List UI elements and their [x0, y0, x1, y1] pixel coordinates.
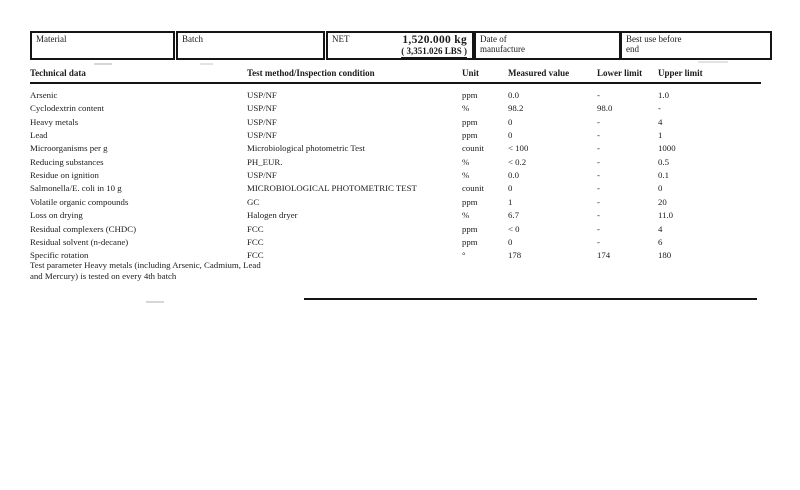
row-measured-value: 0 [508, 116, 513, 127]
row-upper-limit: 4 [658, 116, 663, 127]
footnote-line1: Test parameter Heavy metals (including Arsenic, Cadmium, Lead [30, 260, 261, 270]
table-row [0, 103, 800, 116]
row-test-method: USP/NF [247, 103, 277, 114]
row-unit: counit [462, 183, 484, 194]
row-measured-value: 0.0 [508, 90, 519, 100]
row-lower-limit: - [597, 156, 600, 167]
best-use-before-field-box [620, 31, 772, 60]
row-parameter-name: Volatile organic compounds [30, 196, 129, 207]
row-test-method: PH_EUR. [247, 156, 283, 167]
row-unit: % [462, 170, 470, 181]
row-measured-value: < 0.2 [508, 156, 527, 167]
table-row [0, 170, 800, 183]
row-unit: ° [462, 250, 466, 261]
row-measured-value: 6.7 [508, 210, 519, 221]
row-upper-limit: 11.0 [658, 210, 674, 221]
row-test-method: USP/NF [247, 116, 277, 127]
scan-artifact [200, 63, 213, 65]
row-test-method: Microbiological photometric Test [247, 143, 365, 154]
row-unit: ppm [462, 196, 478, 207]
row-unit: ppm [462, 90, 478, 100]
row-test-method: FCC [247, 223, 264, 234]
row-lower-limit: 174 [597, 250, 611, 261]
row-parameter-name: Residual solvent (n-decane) [30, 236, 129, 247]
row-measured-value: 0 [508, 236, 513, 247]
best-use-before-label-line2: end [626, 44, 639, 54]
row-parameter-name: Specific rotation [30, 250, 89, 261]
row-lower-limit: - [597, 236, 600, 247]
row-unit: ppm [462, 130, 478, 141]
table-row [0, 237, 800, 250]
row-parameter-name: Cyclodextrin content [30, 103, 105, 114]
bottom-divider-rule [304, 298, 757, 300]
net-weight-values [401, 34, 467, 58]
row-measured-value: 178 [508, 250, 522, 261]
row-upper-limit: 6 [658, 236, 663, 247]
footnote-line2: and Mercury) is tested on every 4th batch [30, 271, 177, 281]
row-parameter-name: Microorganisms per g [30, 143, 108, 154]
date-of-manufacture-field-box [474, 31, 621, 60]
row-lower-limit: - [597, 183, 600, 194]
column-header-unit: Unit [462, 68, 480, 78]
row-upper-limit: 0.5 [658, 156, 669, 167]
footnote [30, 260, 261, 282]
row-test-method: FCC [247, 250, 264, 261]
scan-artifact [146, 301, 164, 303]
column-header-lower-limit: Lower limit [597, 68, 643, 78]
date-of-manufacture-label-line2: manufacture [480, 44, 525, 54]
row-upper-limit: 180 [658, 250, 672, 261]
row-unit: % [462, 210, 470, 221]
table-row [0, 117, 800, 130]
row-test-method: Halogen dryer [247, 210, 298, 221]
table-row [0, 143, 800, 156]
row-lower-limit: - [597, 143, 600, 154]
row-measured-value: 0 [508, 183, 513, 194]
row-test-method: GC [247, 196, 260, 207]
column-header-upper-limit: Upper limit [658, 68, 703, 78]
row-parameter-name: Residual complexers (CHDC) [30, 223, 137, 234]
row-parameter-name: Arsenic [30, 90, 58, 100]
row-measured-value: 1 [508, 196, 513, 207]
row-lower-limit: 98.0 [597, 103, 613, 114]
row-parameter-name: Heavy metals [30, 116, 79, 127]
table-row [0, 197, 800, 210]
table-header-rule [30, 82, 761, 84]
row-measured-value: < 100 [508, 143, 529, 154]
row-upper-limit: 0.1 [658, 170, 669, 181]
row-lower-limit: - [597, 130, 600, 141]
row-parameter-name: Reducing substances [30, 156, 104, 167]
date-of-manufacture-label-line1: Date of [480, 34, 507, 44]
row-parameter-name: Residue on ignition [30, 170, 99, 181]
row-parameter-name: Salmonella/E. coli in 10 g [30, 183, 122, 194]
row-upper-limit: 1.0 [658, 90, 669, 100]
row-parameter-name: Lead [30, 130, 48, 141]
row-upper-limit: 20 [658, 196, 667, 207]
row-measured-value: 0 [508, 130, 513, 141]
table-row [0, 224, 800, 237]
row-parameter-name: Loss on drying [30, 210, 83, 221]
row-lower-limit: - [597, 223, 600, 234]
row-test-method: USP/NF [247, 90, 277, 100]
row-lower-limit: - [597, 196, 600, 207]
row-upper-limit: 1000 [658, 143, 676, 154]
row-upper-limit: 0 [658, 183, 663, 194]
row-test-method: USP/NF [247, 130, 277, 141]
table-row [0, 90, 800, 103]
row-lower-limit: - [597, 210, 600, 221]
row-upper-limit: - [658, 103, 661, 114]
row-test-method: FCC [247, 236, 264, 247]
row-test-method: USP/NF [247, 170, 277, 181]
row-measured-value: 0.0 [508, 170, 519, 181]
row-upper-limit: 4 [658, 223, 663, 234]
scan-artifact [94, 63, 112, 65]
row-unit: % [462, 156, 470, 167]
table-row [0, 210, 800, 223]
row-lower-limit: - [597, 90, 600, 100]
column-header-measured-value: Measured value [508, 68, 570, 78]
batch-field-box [176, 31, 325, 60]
scan-artifact [698, 61, 728, 63]
net-label: NET [332, 34, 350, 44]
material-label: Material [36, 34, 67, 44]
row-measured-value: < 0 [508, 223, 520, 234]
row-lower-limit: - [597, 170, 600, 181]
best-use-before-label-line1: Best use before [626, 34, 682, 44]
table-row [0, 183, 800, 196]
row-unit: ppm [462, 116, 478, 127]
row-test-method: MICROBIOLOGICAL PHOTOMETRIC TEST [247, 183, 417, 194]
row-upper-limit: 1 [658, 130, 663, 141]
column-header-technical-data: Technical data [30, 68, 86, 78]
column-header-test-method: Test method/Inspection condition [247, 68, 375, 78]
row-unit: % [462, 103, 470, 114]
batch-label: Batch [182, 34, 203, 44]
net-weight-lbs: ( 3,351.026 LBS ) [401, 46, 467, 56]
net-weight-field-box [326, 31, 474, 60]
row-unit: ppm [462, 236, 478, 247]
row-lower-limit: - [597, 116, 600, 127]
table-row [0, 130, 800, 143]
net-weight-kg: 1,520.000 kg [402, 34, 467, 46]
material-field-box [30, 31, 175, 60]
table-row [0, 157, 800, 170]
row-measured-value: 98.2 [508, 103, 524, 114]
row-unit: ppm [462, 223, 478, 234]
row-unit: counit [462, 143, 484, 154]
